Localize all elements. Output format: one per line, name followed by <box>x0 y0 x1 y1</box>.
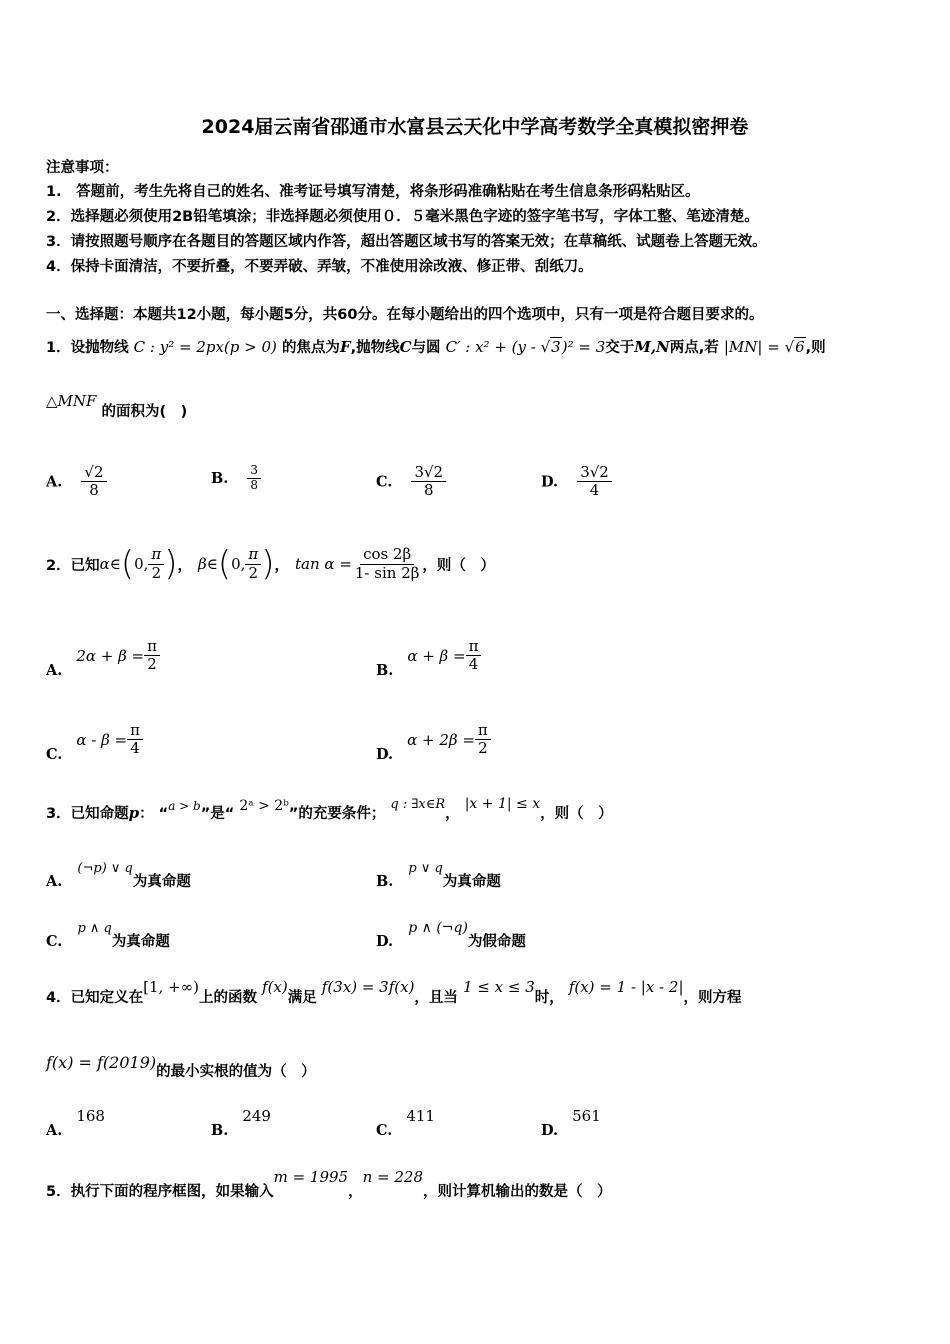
q1-option-c[interactable] <box>376 464 446 500</box>
q4-equation-2: f(x) = f(2019) <box>46 1053 157 1072</box>
q3-option-a[interactable]: A. (¬p) ∨ q为真命题 <box>46 861 191 890</box>
q1-text-2: ,抛物线 <box>350 340 400 356</box>
notice-heading: 注意事项： <box>46 160 119 176</box>
q2-tail: ，则（ ） <box>422 557 495 574</box>
q1-option-b-label: B. <box>211 469 229 487</box>
q1-text-3: 与圆 <box>411 340 441 356</box>
q1-option-a[interactable] <box>46 464 107 500</box>
q2-alpha-bound: $\frac{\pi}{2}$ <box>148 546 164 582</box>
q1-circle: C′ : x² + (y - √3)² = 3 <box>445 338 606 356</box>
q1-points: M,N <box>634 338 670 356</box>
q5-m: m = 1995 <box>273 1168 349 1186</box>
question-1 <box>46 336 826 357</box>
notice-item-3: 3．请按照题号顺序在各题目的答题区域内作答，超出答题区域书写的答案无效；在草稿纸、试题卷上答题无效。 <box>46 234 767 250</box>
section-header: 一、选择题：本题共12小题，每小题5分，共60分。在每小题给出的四个选项中，只有一项是符合题目要求的。 <box>46 307 764 323</box>
question-5: 5．执行下面的程序框图，如果输入m = 1995，n = 228，则计算机输出的数是（ ） <box>46 1168 612 1200</box>
q2-option-d[interactable]: D. α + 2β = $\frac{\pi}{2}$ <box>376 716 491 763</box>
page-title: 2024届云南省邵通市水富县云天化中学高考数学全真模拟密押卷 <box>201 116 749 138</box>
q1-triangle: △MNF <box>46 392 97 410</box>
q4-option-b[interactable]: B.249 <box>211 1107 271 1139</box>
q4-option-c[interactable]: C.411 <box>376 1107 435 1139</box>
q4-equation: f(3x) = 3f(x) <box>321 978 415 996</box>
q2-alpha-in: α∈ <box>99 555 121 573</box>
q4-definition: f(x) = 1 - |x - 2| <box>568 978 684 996</box>
q1-option-a-label: A. <box>46 473 63 491</box>
q1-text-7: 的面积为( ) <box>101 404 188 420</box>
question-4: 4．已知定义在[1, +∞)上的函数 f(x)满足 f(3x) = 3f(x)，且当 1 ≤ x ≤ 3时， f(x) = 1 - |x - 2|，则方程 <box>46 978 742 1006</box>
question-2: 2．已知 α∈ ( 0, $\frac{\pi}{2}$ ) ， β∈ ( 0, $\frac{\pi}{2}$ ) ， tan α = $\frac{\cos 2\beta}{1- \sin 2\beta}$ ，则（ ） <box>46 544 495 584</box>
q1-circle-b: )² = 3 <box>561 338 606 356</box>
q1-option-d[interactable] <box>541 464 612 500</box>
q2-tan-fraction: $\frac{\cos 2\beta}{1- \sin 2\beta}$ <box>354 545 420 582</box>
q1-text-6: ,则 <box>805 340 826 356</box>
q1-line-2 <box>46 392 188 421</box>
q1-option-b[interactable] <box>211 464 261 493</box>
q3-q-def: q : ∃x∈R <box>390 797 446 812</box>
q4-domain: [1, +∞) <box>143 978 199 996</box>
q3-option-c[interactable]: C. p ∧ q为真命题 <box>46 921 170 950</box>
q4-line-2: f(x) = f(2019)的最小实根的值为（ ） <box>46 1053 316 1080</box>
q2-beta-in: β∈ <box>198 555 218 573</box>
notice-item-2: 2．选择题必须使用2B铅笔填涂；非选择题必须使用０．５毫米黑色字迹的签字笔书写，字体工整、笔迹清楚。 <box>46 209 759 225</box>
q1-option-c-value: $\frac{3√2}{8}$ <box>411 464 446 500</box>
q2-option-b[interactable]: B. α + β = $\frac{\pi}{4}$ <box>376 632 481 679</box>
q3-power: 2ᵃ > 2ᵇ <box>239 798 289 814</box>
q3-inequality: |x + 1| ≤ x <box>464 796 541 812</box>
q1-option-c-label: C. <box>376 473 393 491</box>
q1-curve-c: C <box>399 338 412 356</box>
q1-number: 1．设抛物线 <box>46 340 129 356</box>
q1-parabola: C : y² = 2px(p > 0) <box>133 338 277 356</box>
q2-beta-bound: $\frac{\pi}{2}$ <box>245 546 261 582</box>
q2-option-a[interactable]: A. 2α + β = $\frac{\pi}{2}$ <box>46 632 160 679</box>
q1-option-a-value: $\frac{√2}{8}$ <box>81 464 106 500</box>
q1-option-b-value: $\frac{3}{8}$ <box>247 464 261 493</box>
q1-circle-a: C′ : x² + (y - <box>445 338 541 356</box>
q5-n: n = 228 <box>362 1168 424 1186</box>
q1-text-4: 交于 <box>605 340 635 356</box>
q1-chord-root: 6 <box>795 338 805 356</box>
q2-tan: tan α = <box>295 555 352 573</box>
q3-ab: a > b <box>168 799 201 813</box>
q1-option-d-label: D. <box>541 473 559 491</box>
q1-chord: |MN| = √6 <box>723 338 805 356</box>
q3-option-d[interactable]: D. p ∧ (¬q)为假命题 <box>376 920 526 950</box>
q1-circle-root: 3 <box>551 338 561 356</box>
q2-number: 2．已知 <box>46 557 100 574</box>
q1-chord-lhs: |MN| = <box>723 338 785 356</box>
q3-option-b[interactable]: B. p ∨ q为真命题 <box>376 861 501 890</box>
q4-option-a[interactable]: A.168 <box>46 1107 105 1139</box>
q4-range: 1 ≤ x ≤ 3 <box>462 978 535 996</box>
q2-option-c[interactable]: C. α - β = $\frac{\pi}{4}$ <box>46 716 143 763</box>
notice-item-1: 1. 答题前，考生先将自己的姓名、准考证号填写清楚，将条形码准确粘贴在考生信息条形码粘贴区。 <box>46 184 700 200</box>
q1-text-1: 的焦点为 <box>281 340 340 356</box>
q1-text-5: 两点,若 <box>669 340 719 356</box>
q1-focus: F <box>339 338 351 356</box>
notice-item-4: 4．保持卡面清洁，不要折叠，不要弄破、弄皱，不准使用涂改液、修正带、刮纸刀。 <box>46 259 593 275</box>
question-3: 3．已知命题p： “$^{a > b}$”是“ 2ᵃ > 2ᵇ”的充要条件； q : ∃x∈R， |x + 1| ≤ x，则（ ） <box>46 796 613 822</box>
q4-option-d[interactable]: D.561 <box>541 1107 601 1139</box>
q1-option-d-value: $\frac{3√2}{4}$ <box>577 464 612 500</box>
